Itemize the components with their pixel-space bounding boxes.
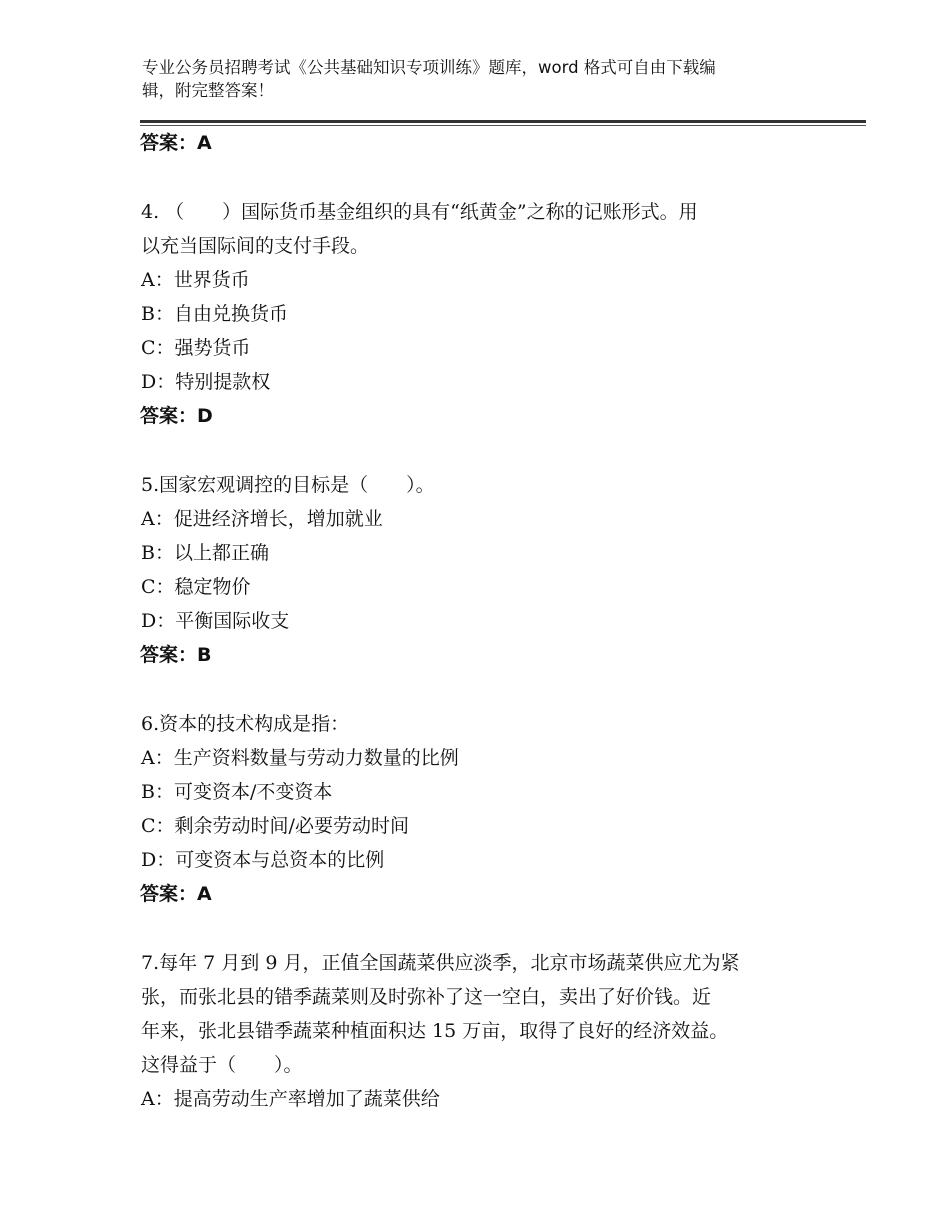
question-6-option-d: D：可变资本与总资本的比例 [141,849,385,871]
previous-answer: 答案：A [140,132,212,154]
question-6-stem: 6.资本的技术构成是指： [141,713,350,735]
question-4-stem-line-1: 4. （ ）国际货币基金组织的具有“纸黄金”之称的记账形式。用 [141,201,698,223]
question-6-option-b: B：可变资本/不变资本 [141,781,333,803]
question-5-option-c: C：稳定物价 [141,576,251,598]
question-5-option-d: D：平衡国际收支 [141,610,290,632]
question-4-option-b: B：自由兑换货币 [141,303,288,325]
question-5-stem: 5.国家宏观调控的目标是（ ）。 [141,474,435,496]
question-6-answer: 答案：A [140,883,212,905]
question-4-answer: 答案：D [140,405,213,427]
question-7-stem-line-2: 张，而张北县的错季蔬菜则及时弥补了这一空白，卖出了好价钱。近 [141,986,712,1008]
question-6-option-a: A：生产资料数量与劳动力数量的比例 [141,747,459,769]
question-7-stem-line-1: 7.每年 7 月到 9 月，正值全国蔬菜供应淡季，北京市场蔬菜供应尤为紧 [141,952,740,974]
header-rule-thin [140,125,866,126]
question-4-option-a: A：世界货币 [141,269,250,291]
header-rule-thick [140,120,866,123]
header-line-1: 专业公务员招聘考试《公共基础知识专项训练》题库，word 格式可自由下载编 [142,58,716,77]
question-7-option-a: A：提高劳动生产率增加了蔬菜供给 [141,1088,440,1110]
header-line-2: 辑，附完整答案！ [142,81,274,100]
question-5-option-b: B：以上都正确 [141,542,269,564]
question-4-option-d: D：特别提款权 [141,371,271,393]
question-4-stem-line-2: 以充当国际间的支付手段。 [141,235,370,257]
question-7-stem-line-4: 这得益于（ ）。 [141,1054,303,1076]
document-header [142,56,792,102]
question-5-option-a: A：促进经济增长，增加就业 [141,508,383,530]
question-4-option-c: C：强势货币 [141,337,251,359]
question-6-option-c: C：剩余劳动时间/必要劳动时间 [141,815,409,837]
question-5-answer: 答案：B [140,644,212,666]
question-7-stem-line-3: 年来，张北县错季蔬菜种植面积达 15 万亩，取得了良好的经济效益。 [141,1020,729,1042]
